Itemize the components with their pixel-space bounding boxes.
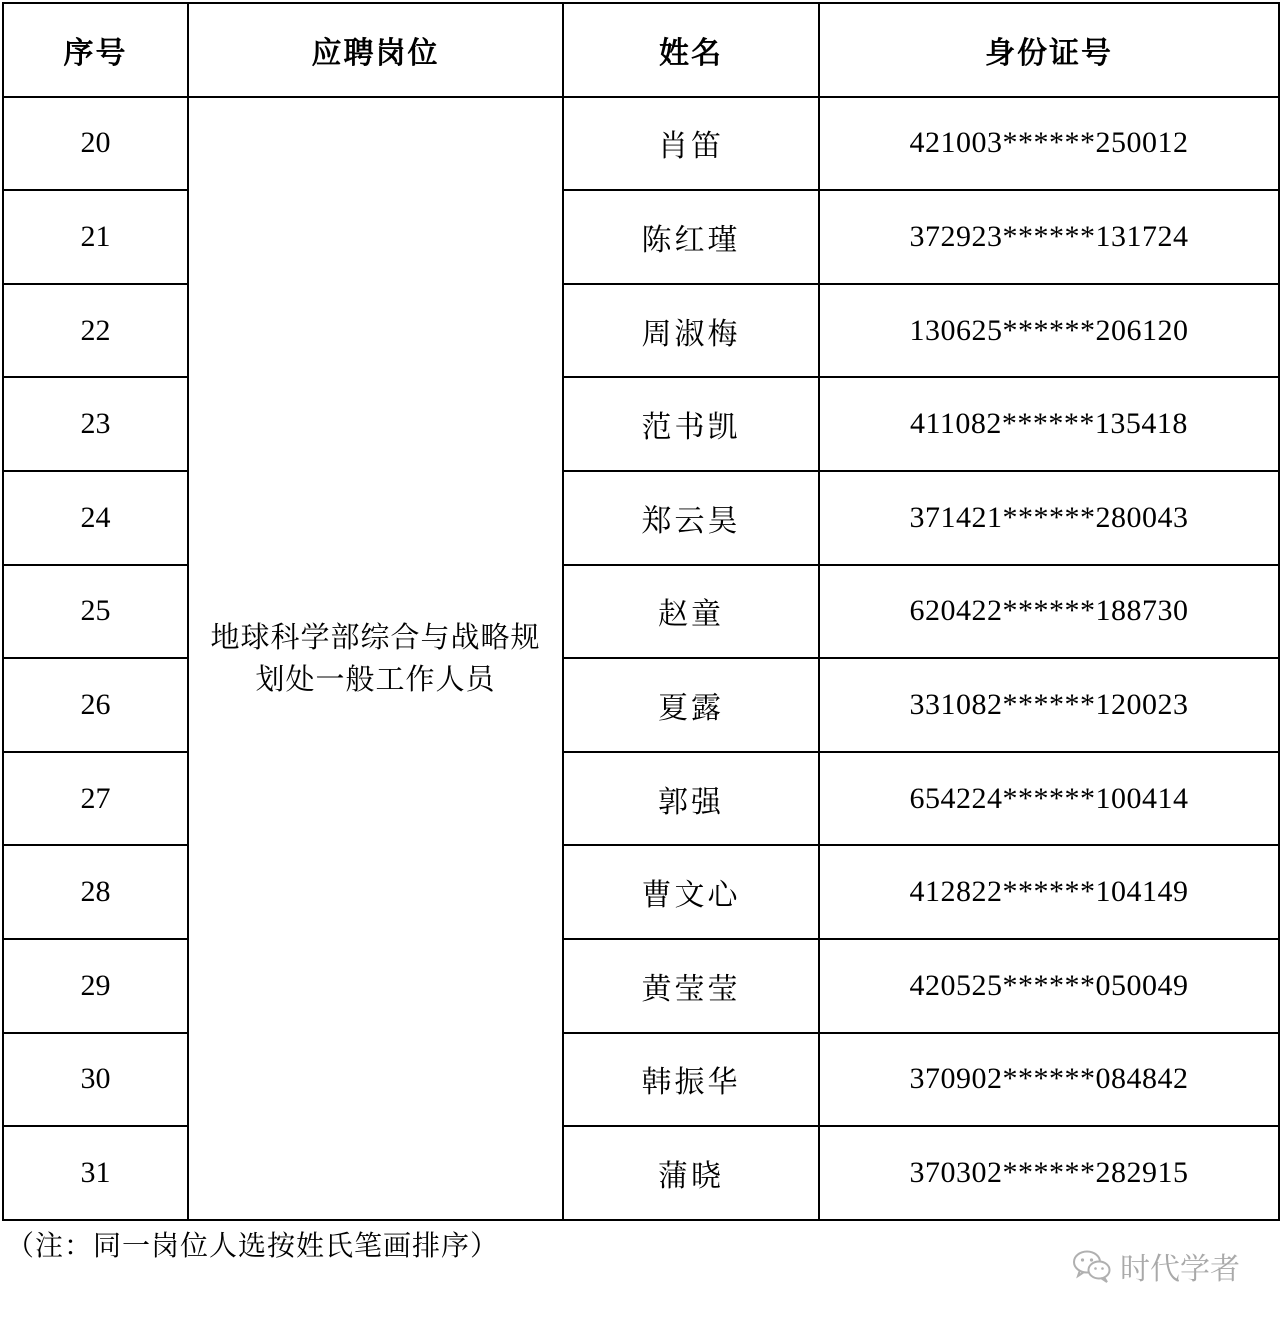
wechat-icon <box>1072 1249 1112 1283</box>
cell-name: 周淑梅 <box>563 284 819 378</box>
cell-name: 郭强 <box>563 752 819 846</box>
cell-id-number: 130625******206120 <box>819 284 1279 378</box>
watermark <box>1072 1244 1240 1288</box>
table-body <box>3 97 1279 1220</box>
watermark-text: 时代学者 <box>1120 1252 1240 1287</box>
header-seq: 序号 <box>3 3 188 97</box>
cell-id-number: 372923******131724 <box>819 190 1279 284</box>
cell-seq: 27 <box>3 752 188 846</box>
cell-seq: 23 <box>3 377 188 471</box>
cell-id-number: 331082******120023 <box>819 658 1279 752</box>
table-header-row <box>3 3 1279 97</box>
cell-position: 地球科学部综合与战略规划处一般工作人员 <box>188 97 563 1220</box>
cell-id-number: 421003******250012 <box>819 97 1279 191</box>
cell-id-number: 620422******188730 <box>819 565 1279 659</box>
cell-seq: 25 <box>3 565 188 659</box>
cell-id-number: 370902******084842 <box>819 1033 1279 1127</box>
cell-name: 蒲晓 <box>563 1126 819 1220</box>
table-row <box>3 97 1279 191</box>
cell-name: 肖笛 <box>563 97 819 191</box>
cell-name: 陈红瑾 <box>563 190 819 284</box>
cell-seq: 22 <box>3 284 188 378</box>
cell-seq: 29 <box>3 939 188 1033</box>
cell-name: 赵童 <box>563 565 819 659</box>
candidate-table <box>2 2 1280 1221</box>
cell-name: 夏露 <box>563 658 819 752</box>
cell-seq: 21 <box>3 190 188 284</box>
cell-name: 郑云昊 <box>563 471 819 565</box>
cell-id-number: 371421******280043 <box>819 471 1279 565</box>
cell-seq: 28 <box>3 845 188 939</box>
footnote: （注：同一岗位人选按姓氏笔画排序） <box>6 1229 500 1262</box>
cell-id-number: 654224******100414 <box>819 752 1279 846</box>
header-name: 姓名 <box>563 3 819 97</box>
cell-name: 曹文心 <box>563 845 819 939</box>
header-position: 应聘岗位 <box>188 3 563 97</box>
cell-name: 韩振华 <box>563 1033 819 1127</box>
cell-seq: 20 <box>3 97 188 191</box>
cell-id-number: 411082******135418 <box>819 377 1279 471</box>
cell-seq: 31 <box>3 1126 188 1220</box>
cell-seq: 30 <box>3 1033 188 1127</box>
cell-id-number: 420525******050049 <box>819 939 1279 1033</box>
cell-name: 范书凯 <box>563 377 819 471</box>
cell-seq: 26 <box>3 658 188 752</box>
cell-id-number: 370302******282915 <box>819 1126 1279 1220</box>
cell-name: 黄莹莹 <box>563 939 819 1033</box>
header-id-number: 身份证号 <box>819 3 1279 97</box>
cell-id-number: 412822******104149 <box>819 845 1279 939</box>
cell-seq: 24 <box>3 471 188 565</box>
